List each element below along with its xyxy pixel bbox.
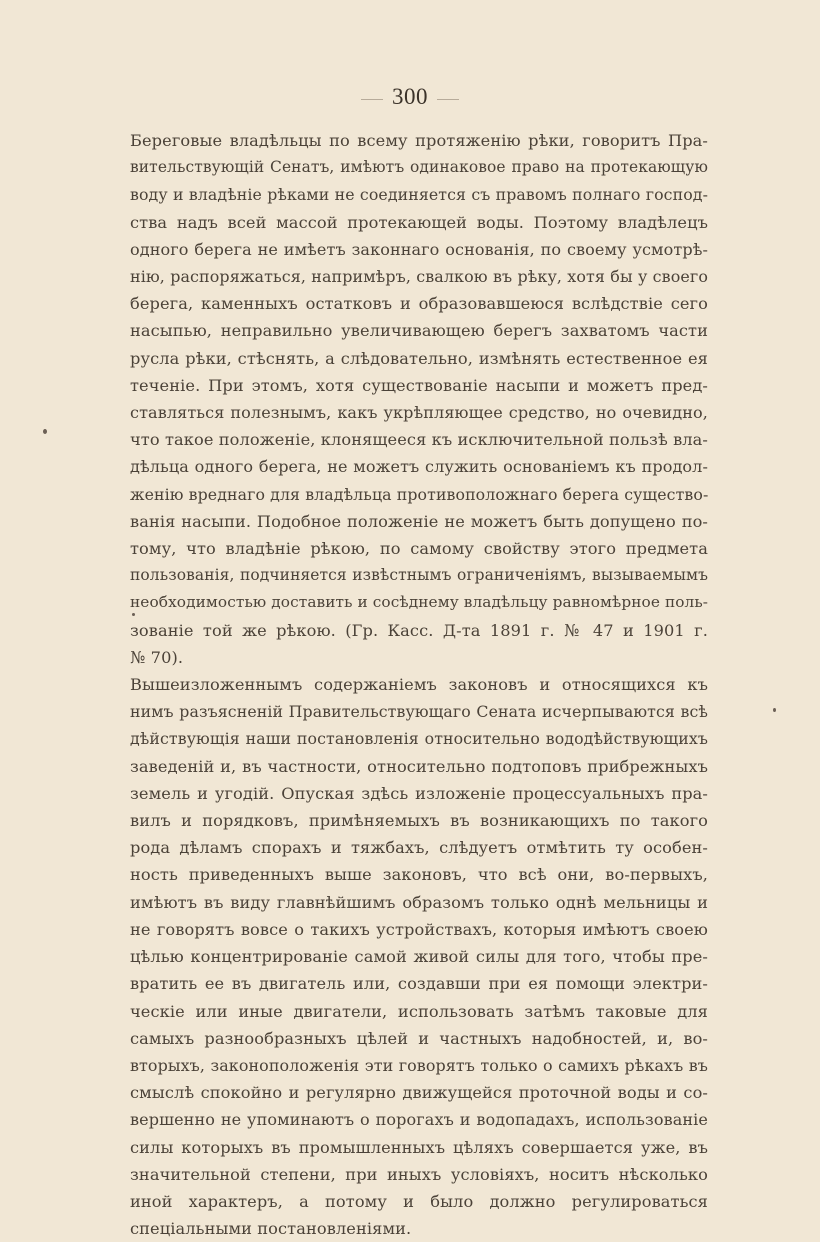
text-line: вторыхъ, законоположенія эти говорятъ только о самихъ рѣкахъ въ bbox=[130, 1055, 708, 1075]
text-line: что такое положеніе, клонящееся къ исключительной пользѣ вла- bbox=[130, 430, 708, 450]
text-line: Вышеизложеннымъ содержаніемъ законовъ и относящихся къ bbox=[130, 675, 708, 695]
text-line: силы которыхъ въ промышленныхъ цѣляхъ совершается уже, въ bbox=[130, 1137, 708, 1157]
text-line: заведеній и, въ частности, относительно подтоповъ прибрежныхъ bbox=[130, 756, 708, 776]
text-line: вилъ и порядковъ, примѣняемыхъ въ возникающихъ по такого bbox=[130, 811, 708, 831]
paragraph bbox=[130, 127, 708, 671]
page-number: 300 bbox=[392, 84, 428, 109]
text-line: ность приведенныхъ выше законовъ, что всѣ они, во-первыхъ, bbox=[130, 865, 708, 885]
text-line: теченіе. При этомъ, хотя существованіе насыпи и можетъ пред- bbox=[130, 375, 708, 395]
text-line: вратить ее въ двигатель или, создавши при ея помощи электри- bbox=[130, 974, 708, 994]
text-line: вительствующій Сенатъ, имѣютъ одинаковое право на протекающую bbox=[130, 158, 708, 177]
text-line: пользованія, подчиняется извѣстнымъ ограниченіямъ, вызываемымъ bbox=[130, 566, 708, 585]
text-line: ванія насыпи. Подобное положеніе не можетъ быть допущено по- bbox=[130, 511, 708, 531]
text-line: насыпью, неправильно увеличивающею берегъ захватомъ части bbox=[130, 321, 708, 341]
text-line: русла рѣки, стѣснять, а слѣдовательно, измѣнять естественное ея bbox=[130, 348, 708, 368]
text-line: вершенно не упоминаютъ о порогахъ и водопадахъ, использованіе bbox=[130, 1110, 708, 1130]
text-line: зованіе той же рѣкою. (Гр. Касс. Д-та 1891 г. № 47 и 1901 г. bbox=[130, 620, 708, 640]
header-dash-right bbox=[437, 99, 459, 100]
text-line: ческіе или иные двигатели, использовать затѣмъ таковые для bbox=[130, 1001, 708, 1021]
text-line: земель и угодій. Опуская здѣсь изложеніе процессуальныхъ пра- bbox=[130, 783, 708, 803]
print-speck bbox=[43, 429, 47, 434]
text-line: смыслѣ спокойно и регулярно движущейся проточной воды и со- bbox=[130, 1083, 708, 1103]
print-speck bbox=[132, 613, 135, 616]
text-line: нимъ разъясненій Правительствующаго Сената исчерпываются всѣ bbox=[130, 702, 708, 722]
text-line: иной характеръ, а потому и было должно регулироваться bbox=[130, 1191, 708, 1211]
paragraph bbox=[130, 671, 708, 1242]
text-line: одного берега не имѣетъ законнаго основанія, по своему усмотрѣ- bbox=[130, 239, 708, 259]
text-line: дѣйствующія наши постановленія относительно вододѣйствующихъ bbox=[130, 729, 708, 749]
text-line: имѣютъ въ виду главнѣйшимъ образомъ только однѣ мельницы и bbox=[130, 892, 708, 912]
print-speck bbox=[773, 708, 776, 712]
text-line: воду и владѣніе рѣками не соединяется съ правомъ полнаго господ- bbox=[130, 185, 708, 205]
header-dash-left bbox=[361, 99, 383, 100]
text-line: рода дѣламъ спорахъ и тяжбахъ, слѣдуетъ отмѣтить ту особен- bbox=[130, 838, 708, 858]
text-line: № 70). bbox=[130, 647, 184, 667]
text-line: ставляться полезнымъ, какъ укрѣпляющее средство, но очевидно, bbox=[130, 403, 708, 423]
text-line: дѣльца одного берега, не можетъ служить основаніемъ къ продол- bbox=[130, 457, 708, 477]
text-line: нію, распоряжаться, напримѣръ, свалкою въ рѣку, хотя бы у своего bbox=[130, 267, 708, 287]
text-line: необходимостью доставить и сосѣднему владѣльцу равномѣрное поль- bbox=[130, 593, 709, 612]
body-text bbox=[130, 127, 708, 1242]
text-line: цѣлью концентрированіе самой живой силы для того, чтобы пре- bbox=[130, 947, 708, 967]
text-line: женію вреднаго для владѣльца противоположнаго берега существо- bbox=[130, 484, 709, 504]
page-header bbox=[0, 84, 820, 110]
text-line: берега, каменныхъ остатковъ и образовавшеюся вслѣдствіе сего bbox=[130, 294, 708, 314]
text-line: Береговые владѣльцы по всему протяженію рѣки, говоритъ Пра- bbox=[130, 131, 708, 150]
text-line: самыхъ разнообразныхъ цѣлей и частныхъ надобностей, и, во- bbox=[130, 1028, 708, 1048]
text-line: спеціальными постановленіями. bbox=[130, 1219, 412, 1239]
text-line: значительной степени, при иныхъ условіяхъ, носитъ нѣсколько bbox=[130, 1164, 708, 1184]
text-line: не говорятъ вовсе о такихъ устройствахъ, которыя имѣютъ своею bbox=[130, 919, 708, 939]
text-line: ства надъ всей массой протекающей воды. Поэтому владѣлецъ bbox=[130, 212, 708, 232]
text-line: тому, что владѣніе рѣкою, по самому свойству этого предмета bbox=[130, 539, 708, 559]
